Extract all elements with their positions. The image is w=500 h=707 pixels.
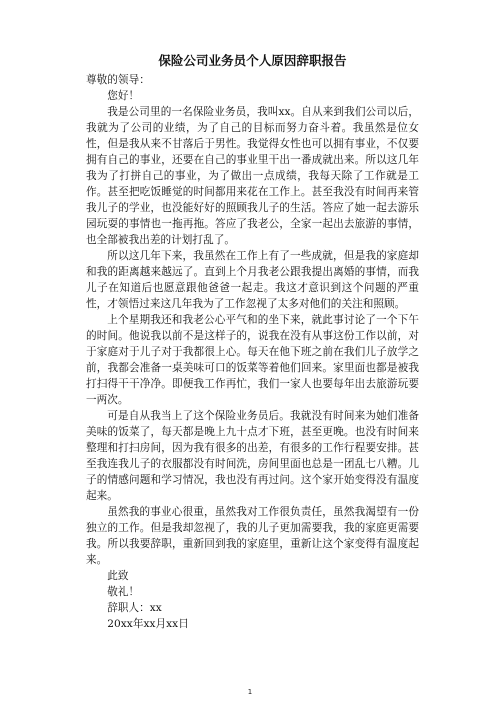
salutation: 尊敬的领导： <box>86 74 150 86</box>
letter-body <box>86 52 419 632</box>
body-paragraph: 上个星期我还和我老公心平气和的坐下来，就此事讨论了一个下午的时间。他说我以前不是这样子的，说我在没有从事这份工作以前，对于家庭对于儿子对于我都很上心。每天在他下班之前在我们儿子放学之前，我都会准备一桌美味可口的饭菜等着他们回来。家里面也都是被我打扫得干干净净。即便我工作再忙，我们一家人也要每年出去旅游玩要一两次。 <box>86 314 419 406</box>
closing-phrase: 此致 <box>107 570 129 582</box>
date: 20xx年xx月xx日 <box>107 618 189 630</box>
greeting: 您好！ <box>107 90 140 102</box>
body-paragraph: 可是自从我当上了这个保险业务员后。我就没有时间来为她们准备美味的饭菜了，每天都是晚上九十点才下班，甚至更晚。也没有时间来整理和打扫房间，因为我有很多的出差，有很多的工作行程要安排。甚至我连我儿子的衣服都没有时间洗，房间里面也总是一团乱七八糟。儿子的情感问题和学习情况，我也没有再过问。这个家开始变得没有温度起来。 <box>86 410 419 502</box>
body-paragraph: 我是公司里的一名保险业务员，我叫xx。自从来到我们公司以后，我就为了公司的业绩，为了自己的目标而努力奋斗着。我虽然是位女性，但是我从来不甘落后于男性。我觉得女性也可以拥有事业，不仅要拥有自己的事业，还要在自己的事业里干出一番成就出来。所以这几年我为了打拼自己的事业，为了做出一点成绩，我每天除了工作就是工作。甚至把吃饭睡觉的时间都用来花在工作上。甚至我没有时间再来管我儿子的学业，也没能好好的照顾我儿子的生活。答应了她一起去游乐园玩耍的事情也一拖再拖。答应了我老公，全家一起出去旅游的事情，也全部被我出差的计划打乱了。 <box>86 106 419 246</box>
regards: 敬礼！ <box>107 586 140 598</box>
signature: 辞职人：xx <box>107 602 162 614</box>
document-title: 保险公司业务员个人原因辞职报告 <box>158 53 347 68</box>
body-paragraph: 虽然我的事业心很重，虽然我对工作很负责任，虽然我渴望有一份独立的工作。但是我却忽视了，我的儿子更加需要我，我的家庭更需要我。所以我要辞职，重新回到我的家庭里，重新让这个家变得有温度起来。 <box>86 506 419 566</box>
page-number: 1 <box>247 688 253 696</box>
body-paragraph: 所以这几年下来，我虽然在工作上有了一些成就，但是我的家庭却和我的距离越来越远了。直到上个月我老公跟我提出离婚的事情，而我儿子在知道后也愿意跟他爸爸一起走。我这才意识到这个问题的严重性，才领悟过来这几年我为了工作忽视了太多对他们的关注和照顾。 <box>86 250 419 310</box>
